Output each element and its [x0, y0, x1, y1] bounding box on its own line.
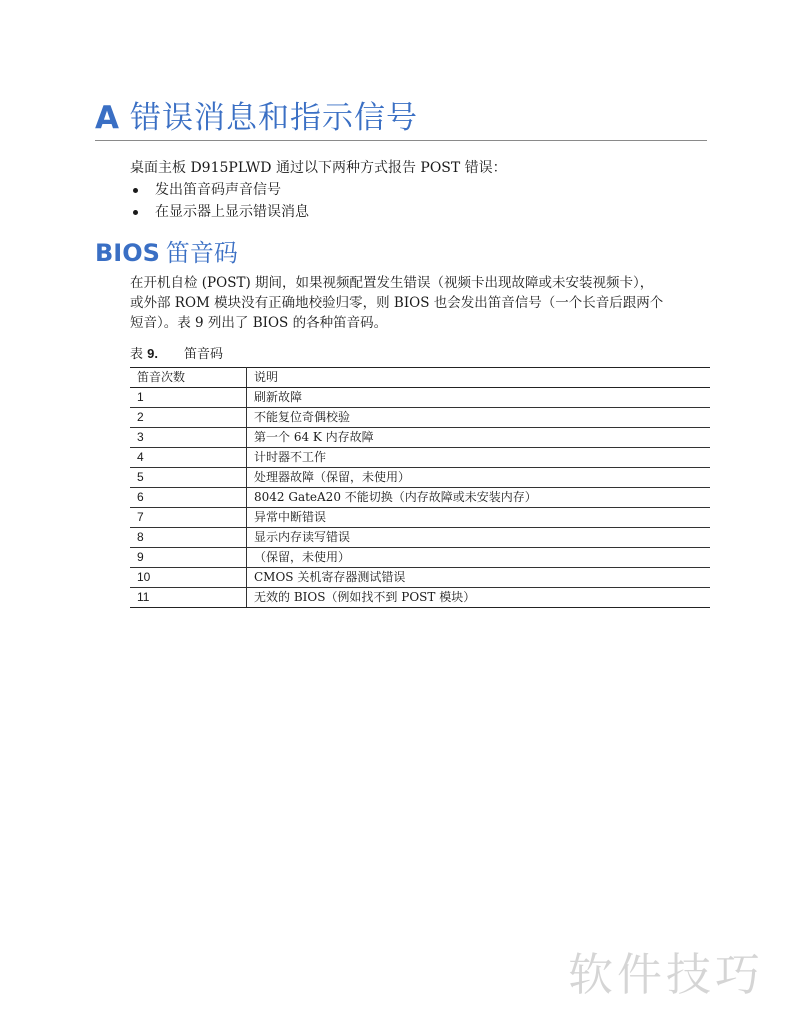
description-cell: 处理器故障（保留，未使用）: [247, 468, 711, 488]
beep-count-cell: 6: [130, 488, 247, 508]
table-caption-number: 9.: [147, 346, 158, 361]
table-caption-prefix: 表: [130, 347, 144, 362]
chapter-divider: [95, 140, 707, 141]
table-row: [130, 488, 710, 508]
table-row: [130, 408, 710, 428]
description-cell: 显示内存读写错误: [247, 528, 711, 548]
table-row: [130, 448, 710, 468]
table-caption-title: 笛音码: [184, 347, 224, 362]
description-cell: 刷新故障: [247, 388, 711, 408]
description-cell: 无效的 BIOS（例如找不到 POST 模块）: [247, 588, 711, 608]
beep-count-cell: 7: [130, 508, 247, 528]
description-cell: 第一个 64 K 内存故障: [247, 428, 711, 448]
beep-count-cell: 1: [130, 388, 247, 408]
chapter-title-text: 错误消息和指示信号: [130, 100, 418, 136]
table-caption: [130, 345, 223, 364]
bullet-list: [130, 179, 309, 223]
paragraph-line: 或外部 ROM 模块没有正确地校验归零，则 BIOS 也会发出笛音信号（一个长音后跟两个: [130, 295, 664, 311]
paragraph-line: 短音）。表 9 列出了 BIOS 的各种笛音码。: [130, 315, 388, 331]
table-row: [130, 468, 710, 488]
table-row: [130, 388, 710, 408]
intro-text: 桌面主板 D915PLWD 通过以下两种方式报告 POST 错误：: [130, 160, 507, 176]
chapter-letter: A: [95, 100, 120, 136]
watermark: 软件技巧: [568, 948, 765, 1001]
chapter-title: [95, 92, 418, 137]
description-cell: 8042 GateA20 不能切换（内存故障或未安装内存）: [247, 488, 711, 508]
beep-count-cell: 10: [130, 568, 247, 588]
section-title: [95, 233, 238, 268]
beep-count-cell: 2: [130, 408, 247, 428]
beep-count-cell: 9: [130, 548, 247, 568]
bullet-item: 在显示器上显示错误消息: [130, 201, 309, 223]
description-cell: 计时器不工作: [247, 448, 711, 468]
beep-code-table: [130, 367, 710, 608]
bullet-item: 发出笛音码声音信号: [130, 179, 309, 201]
column-header-description: 说明: [247, 368, 711, 388]
section-title-latin: BIOS: [95, 239, 160, 267]
paragraph-line: 在开机自检 (POST) 期间，如果视频配置发生错误（视频卡出现故障或未安装视频卡），: [130, 275, 654, 291]
description-cell: （保留，未使用）: [247, 548, 711, 568]
beep-count-cell: 11: [130, 588, 247, 608]
table-row: [130, 568, 710, 588]
table-row: [130, 508, 710, 528]
beep-count-cell: 8: [130, 528, 247, 548]
table-row: [130, 428, 710, 448]
body-paragraph: [130, 273, 700, 333]
description-cell: 异常中断错误: [247, 508, 711, 528]
table-row: [130, 548, 710, 568]
column-header-count: 笛音次数: [130, 368, 247, 388]
description-cell: 不能复位奇偶校验: [247, 408, 711, 428]
description-cell: CMOS 关机寄存器测试错误: [247, 568, 711, 588]
beep-count-cell: 4: [130, 448, 247, 468]
beep-count-cell: 5: [130, 468, 247, 488]
beep-count-cell: 3: [130, 428, 247, 448]
table-header-row: [130, 368, 710, 388]
table-row: [130, 528, 710, 548]
table-row: [130, 588, 710, 608]
section-title-rest: 笛音码: [165, 239, 238, 267]
